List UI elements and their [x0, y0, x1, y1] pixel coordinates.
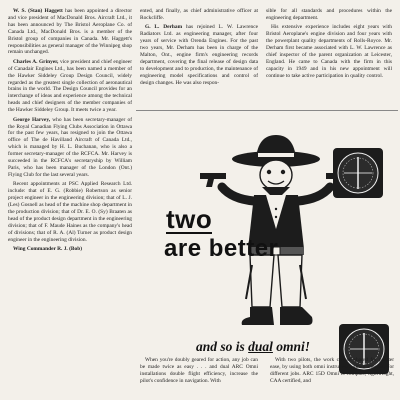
person-name: W. S. (Stan) Haggett — [13, 8, 63, 14]
continuation-column-middle — [140, 8, 258, 104]
ad-body-column-2 — [270, 357, 394, 397]
news-briefs-column — [8, 8, 132, 396]
tagline-suffix: omni! — [272, 339, 311, 354]
ad-headline-are-better: are better — [164, 235, 279, 262]
ad-body-column-1 — [140, 357, 258, 397]
brief-text: sible for all standards and procedures within the engineering department. — [266, 8, 392, 21]
brief-harvey — [8, 117, 132, 179]
brief-derham — [140, 24, 258, 86]
brief-haggett — [8, 8, 132, 56]
brief-text: Recent appointments at PSC Applied Research Ltd. include: that of E. G. (Robbie) Robertson as senior project engineer in the engineering division; that of L. J. (Les) Gosnell as head of the machine shop department in the production division; that of Dr. E. O. (Sy) Braaten as head of the product design department in the engineering division; that of F. Maude Haines as the company's head of divisions; that of R. A. (Al) Turner as product design engineer in the engineering division. — [8, 181, 132, 243]
tagline-prefix: and so is — [196, 339, 249, 354]
ad-headline-two: two — [166, 204, 213, 234]
tagline-emphasis: dual — [248, 339, 273, 354]
brief-grinyer — [8, 59, 132, 114]
brief-bob — [8, 246, 132, 253]
arc-omni-advertisement — [136, 110, 398, 399]
omni-instrument-top-icon — [332, 147, 384, 199]
brief-text: has rejoined L. W. Lawrence Radiators Ltd. as engineering manager, after four years of service with Orenda Engines. For the past two years, Mr. Derham has been in charge of the Malton, Ont., engine firm's engineering records department, covering the final release of design data to development and to production, the maintenance of engineering model specifications and control of design changes. He was also respon- — [140, 24, 258, 86]
person-name: Charles A. Grinyer, — [13, 58, 59, 65]
brief-text: has been appointed a director and vice president of MacDonald Bros. Aircraft Ltd., it has been announced by The Bristol Aeroplane Co. of Canada Ltd., MacDonald Bros. is a member of the Bristol group of companies in Canada. Mr. Haggett's responsibilities as general manager of the Winnipeg shop remain unchanged. — [8, 8, 132, 56]
ad-tagline — [196, 339, 310, 355]
person-name: George Harvey, — [13, 116, 51, 123]
continuation-column-right — [266, 8, 392, 104]
ad-body-text: When you're doubly geared for action, any job can be made twice as easy . . . and dual ARC Omni installations double flight efficiency, increase the pilot's confidence in navigation. With — [140, 357, 258, 384]
brief-psc — [8, 181, 132, 243]
person-name: Wing Commander R. J. (Bob) — [13, 245, 82, 252]
ad-body-text: With two pilots, the work can be shared for greater ease, by using both omni instruments simultaneously for different jobs. ARC 15D Omni is compact, lightweight, CAA certified, and — [270, 357, 394, 384]
brief-text: ented, and finally, as chief administrative officer at Rockcliffe. — [140, 8, 258, 21]
brief-text: vice president and chief engineer of Canadair Engines Ltd., has been named a member of the Hawker Siddeley Group Design Council, widely regarded as the greatest single collection of aeronautical brains in the world. The Design Council provides for an interchange of ideas and experience among the technical heads and chief designers of the member companies of the Hawker Siddeley Group. It meets twice a year. — [8, 58, 132, 114]
brief-text: who has been secretary-manager of the Royal Canadian Flying Clubs Association in Ottawa for the past few years, has resigned to join the Ottawa office of The de Havilland Aircraft of Canada Ltd., which is managed by H. L. Buchanan, who is also a former secretary-manager of the RCFCA. Mr. Harvey is succeeded in the RCFCA's secretaryship by William Paris, who has been manager of the London (Ont.) Flying Club for the last several years. — [8, 116, 132, 178]
brief-text: His extensive experience includes eight years with Bristol Aeroplane's engine division and four years with the powerplant quality departments of Rolls-Royce. Mr. Derham first became associated with L. W. Lawrence as chief inspector of the parent organization at Leicester, England. He came to Canada with the firm in this capacity in 1949 and in his new appointment will continue to take active participation in quality control. — [266, 24, 392, 79]
person-name: G. L. Derham — [145, 24, 183, 31]
